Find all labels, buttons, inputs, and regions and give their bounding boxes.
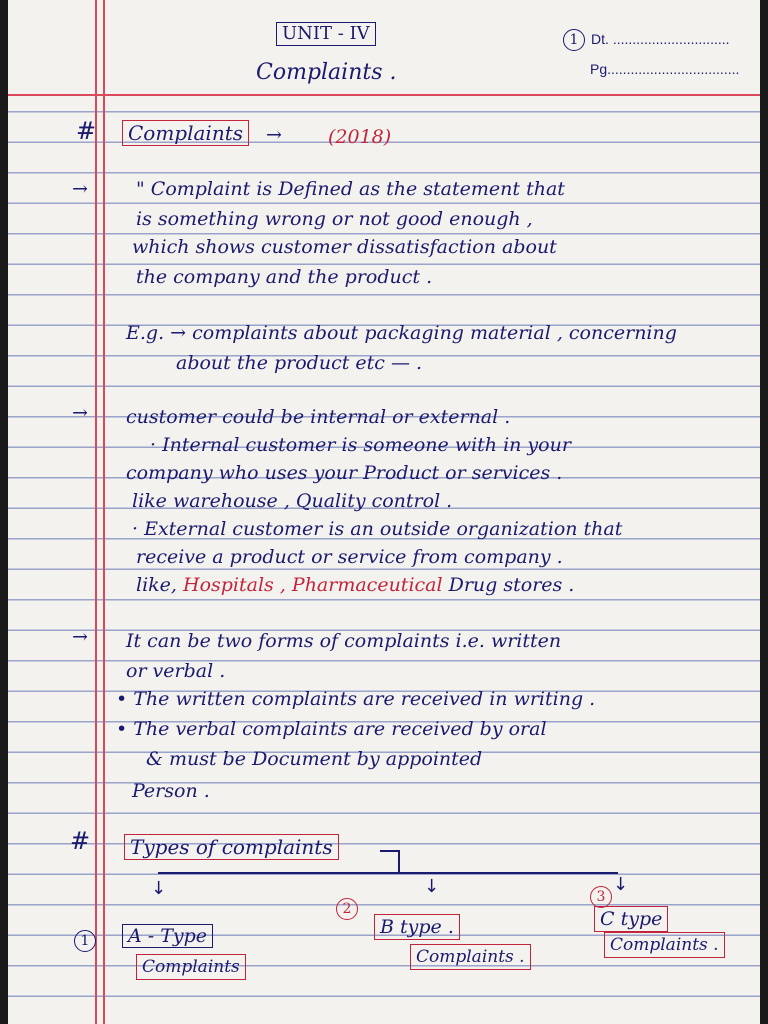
customer-line-4: like warehouse , Quality control . — [132, 490, 453, 512]
hash-marker: # — [76, 117, 97, 145]
customer-line-6: receive a product or service from company . — [136, 546, 563, 568]
year-note: (2018) — [328, 126, 392, 148]
type-a-line-2: Complaints — [136, 954, 246, 980]
pg-row — [590, 58, 739, 80]
forms-line-5: & must be Document by appointed — [146, 748, 483, 770]
type-b-number-circle: 2 — [336, 898, 358, 920]
page-title: Complaints . — [256, 60, 397, 85]
pg-line: ................................. — [611, 61, 740, 77]
hash-marker-types: # — [70, 827, 91, 855]
connector-horizontal-short — [380, 850, 400, 852]
type-b-line-1: B type . — [374, 914, 460, 940]
definition-line-3: which shows customer dissatisfaction about — [132, 236, 557, 258]
definition-line-4: the company and the product . — [136, 266, 433, 288]
type-b-number — [336, 896, 358, 920]
section-heading-complaints: Complaints — [122, 120, 249, 146]
type-c-line-1: C type — [594, 906, 668, 932]
top-margin-line — [8, 94, 760, 96]
forms-line-2: or verbal . — [126, 660, 226, 682]
type-c-number — [590, 884, 612, 908]
customer-line-3: company who uses your Product or services . — [126, 462, 563, 484]
type-a-number-circle: 1 — [74, 930, 96, 952]
forms-line-3: • The written complaints are received in writing . — [116, 688, 596, 710]
type-b-line-2: Complaints . — [410, 944, 531, 970]
definition-line-2: is something wrong or not good enough , — [136, 208, 533, 230]
like-examples-red: Hospitals , Pharmaceutical — [183, 574, 443, 596]
forms-line-4: • The verbal complaints are received by oral — [116, 718, 547, 740]
margin-line-left — [95, 0, 97, 1024]
type-a-number — [74, 928, 96, 952]
type-c-line-2: Complaints . — [604, 932, 725, 958]
heading-arrow: → — [266, 124, 282, 146]
dt-label: Dt. — [591, 31, 609, 47]
forms-line-1: It can be two forms of complaints i.e. written — [126, 630, 562, 652]
dt-line: .............................. — [608, 31, 730, 47]
like-examples-end: Drug stores . — [448, 574, 575, 596]
connector-horizontal-main — [158, 872, 618, 874]
connector-vertical-right — [398, 850, 400, 872]
bullet-arrow: → — [72, 402, 88, 424]
customer-line-2: · Internal customer is someone with in your — [150, 434, 571, 456]
example-line-2: about the product etc — . — [176, 352, 423, 374]
customer-line-5: · External customer is an outside organization that — [132, 518, 623, 540]
pg-label: Pg. — [590, 61, 612, 77]
customer-line-7 — [136, 574, 574, 596]
definition-line-1: " Complaint is Defined as the statement that — [136, 178, 565, 200]
down-arrow-c: ↓ — [613, 874, 629, 895]
example-line-1: E.g. → complaints about packaging material , concerning — [126, 322, 677, 344]
unit-label: UNIT - IV — [276, 22, 376, 46]
bullet-arrow: → — [72, 178, 88, 200]
bullet-arrow: → — [72, 626, 88, 648]
down-arrow-b: ↓ — [424, 876, 440, 897]
down-arrow-a: ↓ — [151, 878, 167, 899]
customer-line-1: customer could be internal or external . — [126, 406, 511, 428]
page-number-circle: 1 — [563, 29, 585, 51]
like-text: like, — [136, 574, 177, 596]
notebook-page — [8, 0, 760, 1024]
type-a-line-1: A - Type — [122, 924, 213, 948]
types-heading: Types of complaints — [124, 834, 339, 860]
forms-line-6: Person . — [132, 780, 210, 802]
type-c-number-circle: 3 — [590, 886, 612, 908]
page-number — [563, 27, 730, 51]
margin-line-right — [103, 0, 105, 1024]
